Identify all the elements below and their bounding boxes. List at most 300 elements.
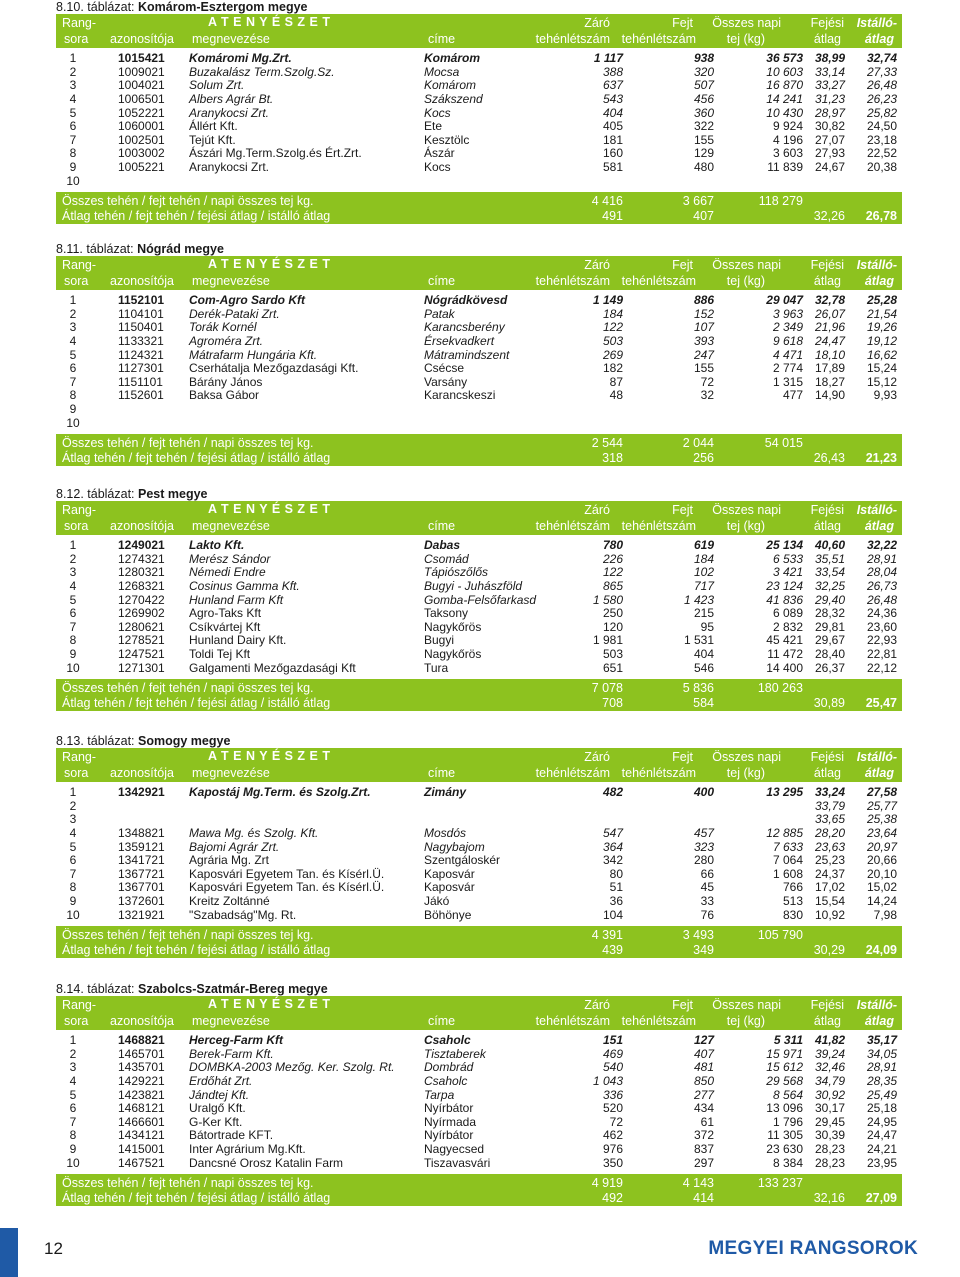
cell-ossz: 29 568 bbox=[766, 1073, 803, 1088]
cell-zaro: 865 bbox=[602, 578, 623, 593]
header-fejt-unit: tehénlétszám bbox=[621, 1014, 696, 1028]
cell-fej: 24,47 bbox=[814, 333, 845, 348]
table-row bbox=[56, 147, 902, 161]
cell-fej: 29,81 bbox=[814, 619, 845, 634]
avg-ist: 25,47 bbox=[865, 696, 897, 711]
cell-ossz: 12 885 bbox=[766, 825, 803, 840]
cell-zaro: 342 bbox=[602, 853, 623, 868]
cell-id: 1152101 bbox=[118, 293, 165, 307]
cell-name: Állért Kft. bbox=[189, 119, 238, 134]
cell-zaro: 151 bbox=[602, 1033, 623, 1047]
cell-fejt: 717 bbox=[693, 578, 714, 593]
cell-addr: Varsány bbox=[424, 374, 468, 389]
cell-rank: 2 bbox=[69, 64, 77, 79]
totals-label: Összes tehén / fejt tehén / napi összes tej kg. bbox=[62, 1176, 314, 1191]
cell-ist: 26,23 bbox=[866, 91, 897, 106]
cell-ist: 26,73 bbox=[866, 578, 897, 593]
cell-fejt: 1 423 bbox=[683, 592, 714, 607]
header-sora: sora bbox=[64, 766, 89, 780]
cell-zaro: 80 bbox=[609, 866, 623, 881]
cell-id: 1060001 bbox=[118, 119, 165, 134]
cell-rank: 6 bbox=[69, 119, 77, 134]
header-sora: sora bbox=[64, 519, 89, 533]
table-totals bbox=[56, 679, 902, 711]
county-table bbox=[56, 982, 902, 1206]
header-azon: azonosítója bbox=[110, 766, 174, 780]
header-enterprise: A T E N Y É S Z E T bbox=[208, 257, 331, 271]
cell-ossz: 5 311 bbox=[773, 1033, 803, 1047]
cell-rank: 5 bbox=[69, 839, 77, 854]
cell-rank: 2 bbox=[69, 798, 77, 813]
table-row bbox=[56, 93, 902, 107]
cell-fej: 27,93 bbox=[814, 146, 845, 161]
total-fejt: 5 836 bbox=[682, 681, 714, 696]
header-ossz-unit: tej (kg) bbox=[726, 519, 765, 533]
cell-zaro: 184 bbox=[602, 306, 623, 321]
cell-name: Erdőhát Zrt. bbox=[189, 1073, 253, 1088]
cell-fej: 40,60 bbox=[814, 538, 845, 552]
cell-name: Kaposvári Egyetem Tan. és Kísérl.Ü. bbox=[189, 880, 385, 895]
cell-rank: 9 bbox=[69, 160, 77, 175]
cell-ossz: 14 241 bbox=[766, 91, 803, 106]
cell-fejt: 107 bbox=[693, 320, 714, 335]
cell-ist: 14,24 bbox=[866, 894, 897, 909]
cell-name: Torák Kornél bbox=[189, 320, 257, 335]
header-fej: Fejési bbox=[810, 998, 844, 1012]
county-name: Szabolcs-Szatmár-Bereg megye bbox=[138, 982, 328, 996]
total-fejt: 3 667 bbox=[682, 194, 714, 209]
cell-name: Agro-Taks Kft bbox=[189, 606, 262, 621]
cell-ist: 34,05 bbox=[866, 1046, 897, 1061]
cell-ossz: 4 196 bbox=[772, 132, 803, 147]
header-azon: azonosítója bbox=[110, 519, 174, 533]
cell-zaro: 482 bbox=[602, 785, 623, 799]
cell-fej: 28,97 bbox=[814, 105, 845, 120]
cell-fejt: 127 bbox=[693, 1033, 714, 1047]
header-zaro: Záró bbox=[584, 998, 610, 1012]
cell-ist: 23,95 bbox=[866, 1155, 897, 1170]
cell-fej: 33,27 bbox=[814, 78, 845, 93]
cell-name: DOMBKA-2003 Mezőg. Ker. Szolg. Rt. bbox=[189, 1060, 395, 1075]
header-zaro: Záró bbox=[584, 750, 610, 764]
header-enterprise: A T E N Y É S Z E T bbox=[208, 749, 331, 763]
cell-name: Baksa Gábor bbox=[189, 388, 260, 403]
header-zaro: Záró bbox=[584, 503, 610, 517]
header-rang: Rang- bbox=[62, 503, 97, 517]
cell-ossz: 7 064 bbox=[772, 853, 803, 868]
cell-zaro: 1 117 bbox=[593, 51, 623, 65]
cell-rank: 1 bbox=[69, 51, 77, 65]
cell-name: Bárány János bbox=[189, 374, 263, 389]
table-row bbox=[56, 648, 902, 662]
cell-fej: 17,89 bbox=[814, 361, 845, 376]
cell-rank: 4 bbox=[69, 91, 77, 106]
cell-id: 1466601 bbox=[118, 1114, 165, 1129]
table-row bbox=[56, 662, 902, 676]
table-row bbox=[56, 1034, 902, 1048]
cell-addr: Komárom bbox=[424, 78, 477, 93]
table-body bbox=[56, 535, 902, 675]
cell-ist: 32,22 bbox=[866, 538, 897, 552]
cell-name: Agrária Mg. Zrt bbox=[189, 853, 270, 868]
cell-ossz: 2 349 bbox=[772, 320, 803, 335]
cell-rank: 1 bbox=[69, 293, 77, 307]
cell-fejt: 850 bbox=[693, 1073, 714, 1088]
header-fej-unit: átlag bbox=[813, 32, 841, 46]
cell-ossz: 766 bbox=[782, 880, 803, 895]
cell-fej: 27,07 bbox=[814, 132, 845, 147]
header-rang: Rang- bbox=[62, 998, 97, 1012]
cell-name: Uralgő Kft. bbox=[189, 1101, 246, 1116]
avg-ist: 24,09 bbox=[865, 943, 897, 958]
cell-name: Herceg-Farm Kft bbox=[189, 1033, 284, 1047]
cell-id: 1104101 bbox=[118, 306, 164, 321]
cell-ist: 27,58 bbox=[866, 785, 897, 799]
cell-fejt: 277 bbox=[693, 1087, 714, 1102]
cell-fejt: 66 bbox=[700, 866, 714, 881]
cell-ossz: 10 430 bbox=[766, 105, 803, 120]
cell-zaro: 181 bbox=[602, 132, 623, 147]
header-ist: Istálló- bbox=[856, 16, 897, 30]
cell-rank: 10 bbox=[66, 415, 80, 430]
header-fejt: Fejt bbox=[672, 750, 693, 764]
cell-fejt: 393 bbox=[693, 333, 714, 348]
cell-rank: 10 bbox=[66, 660, 80, 675]
cell-fejt: 152 bbox=[693, 306, 714, 321]
cell-addr: Kocs bbox=[424, 105, 451, 120]
cell-fej: 18,27 bbox=[814, 374, 845, 389]
header-ist: Istálló- bbox=[856, 503, 897, 517]
cell-ossz: 11 305 bbox=[767, 1128, 803, 1143]
header-ist: Istálló- bbox=[856, 998, 897, 1012]
cell-addr: Szentgáloskér bbox=[424, 853, 501, 868]
cell-zaro: 469 bbox=[602, 1046, 623, 1061]
cell-addr: Tiszavasvári bbox=[424, 1155, 491, 1170]
cell-ist: 24,21 bbox=[866, 1142, 897, 1157]
header-zaro: Záró bbox=[584, 258, 610, 272]
cell-ist: 25,38 bbox=[866, 812, 897, 827]
cell-ossz: 477 bbox=[782, 388, 803, 403]
cell-ossz: 10 603 bbox=[766, 64, 803, 79]
cell-zaro: 405 bbox=[602, 119, 623, 134]
cell-zaro: 122 bbox=[602, 320, 623, 335]
cell-id: 1003002 bbox=[118, 146, 165, 161]
cell-rank: 1 bbox=[69, 1033, 77, 1047]
header-rang: Rang- bbox=[62, 258, 97, 272]
header-ist-unit: átlag bbox=[864, 519, 894, 533]
header-fej: Fejési bbox=[810, 258, 844, 272]
averages-label: Átlag tehén / fejt tehén / fejési átlag / istálló átlag bbox=[62, 209, 331, 224]
cell-fej: 31,23 bbox=[814, 91, 845, 106]
cell-fejt: 184 bbox=[693, 551, 714, 566]
cell-fej: 30,39 bbox=[814, 1128, 845, 1143]
cell-addr: Tarpa bbox=[424, 1087, 455, 1102]
cell-fejt: 619 bbox=[693, 538, 714, 552]
cell-zaro: 404 bbox=[602, 105, 623, 120]
cell-fej: 30,17 bbox=[814, 1101, 845, 1116]
header-megn: megnevezése bbox=[192, 766, 270, 780]
cell-ist: 32,74 bbox=[866, 51, 897, 65]
header-ist-unit: átlag bbox=[864, 274, 894, 288]
cell-ossz: 3 603 bbox=[772, 146, 803, 161]
cell-name: Mawa Mg. és Szolg. Kft. bbox=[189, 825, 319, 840]
cell-fejt: 323 bbox=[693, 839, 714, 854]
cell-ist: 24,36 bbox=[866, 606, 897, 621]
header-ossz: Összes napi bbox=[712, 258, 781, 272]
cell-name: Albers Agrár Bt. bbox=[189, 91, 274, 106]
cell-addr: Gomba-Felsőfarkasd bbox=[424, 592, 537, 607]
table-row bbox=[56, 621, 902, 635]
cell-fejt: 407 bbox=[693, 1046, 714, 1061]
cell-rank: 1 bbox=[69, 538, 77, 552]
table-title bbox=[56, 0, 902, 14]
cell-name: Derék-Pataki Zrt. bbox=[189, 306, 280, 321]
cell-id: 1359121 bbox=[118, 839, 165, 854]
table-title bbox=[56, 487, 902, 501]
table-row bbox=[56, 1102, 902, 1116]
averages-label: Átlag tehén / fejt tehén / fejési átlag / istálló átlag bbox=[62, 451, 331, 466]
header-ossz-unit: tej (kg) bbox=[726, 274, 765, 288]
cell-ossz: 14 400 bbox=[766, 660, 803, 675]
cell-ist: 25,77 bbox=[866, 798, 897, 813]
cell-ossz: 2 832 bbox=[772, 619, 803, 634]
cell-id: 1423821 bbox=[118, 1087, 165, 1102]
cell-ist: 28,35 bbox=[866, 1073, 897, 1088]
cell-zaro: 269 bbox=[602, 347, 623, 362]
county-table bbox=[56, 242, 902, 466]
cell-id: 1280321 bbox=[118, 565, 165, 580]
table-row bbox=[56, 881, 902, 895]
cell-ist: 15,12 bbox=[866, 374, 897, 389]
cell-id: 1415001 bbox=[118, 1142, 165, 1157]
cell-fejt: 400 bbox=[693, 785, 714, 799]
cell-zaro: 976 bbox=[602, 1142, 623, 1157]
table-row bbox=[56, 1157, 902, 1171]
cell-ossz: 8 564 bbox=[772, 1087, 803, 1102]
table-row bbox=[56, 1116, 902, 1130]
cell-rank: 2 bbox=[69, 1046, 77, 1061]
table-totals bbox=[56, 434, 902, 466]
table-number: 8.13. táblázat: bbox=[56, 734, 139, 748]
cell-fej: 35,51 bbox=[814, 551, 845, 566]
cell-id: 1372601 bbox=[118, 894, 165, 909]
cell-id: 1268321 bbox=[118, 578, 165, 593]
table-row bbox=[56, 553, 902, 567]
cell-zaro: 520 bbox=[602, 1101, 623, 1116]
table-row bbox=[56, 800, 902, 814]
table-number: 8.12. táblázat: bbox=[56, 487, 139, 501]
cell-ist: 24,95 bbox=[866, 1114, 897, 1129]
table-row bbox=[56, 107, 902, 121]
table-row bbox=[56, 321, 902, 335]
cell-id: 1269902 bbox=[118, 606, 165, 621]
table-row bbox=[56, 1143, 902, 1157]
county-table bbox=[56, 0, 902, 224]
header-rang: Rang- bbox=[62, 16, 97, 30]
total-zaro: 2 544 bbox=[591, 436, 623, 451]
cell-rank: 4 bbox=[69, 1073, 77, 1088]
cell-ossz: 15 971 bbox=[766, 1046, 803, 1061]
total-fejt: 2 044 bbox=[682, 436, 714, 451]
cell-fejt: 297 bbox=[693, 1155, 714, 1170]
cell-name: Tejút Kft. bbox=[189, 132, 236, 147]
cell-addr: Szákszend bbox=[424, 91, 483, 106]
cell-rank: 2 bbox=[69, 551, 77, 566]
header-sora: sora bbox=[64, 1014, 89, 1028]
cell-rank: 8 bbox=[69, 633, 77, 648]
header-ossz-unit: tej (kg) bbox=[726, 1014, 765, 1028]
cell-rank: 5 bbox=[69, 1087, 77, 1102]
cell-ist: 28,91 bbox=[866, 1060, 897, 1075]
table-row bbox=[56, 66, 902, 80]
cell-id: 1004021 bbox=[118, 78, 165, 93]
header-enterprise: A T E N Y É S Z E T bbox=[208, 502, 331, 516]
cell-name: Inter Agrárium Mg.Kft. bbox=[189, 1142, 306, 1157]
table-header bbox=[56, 14, 902, 48]
cell-id: 1468821 bbox=[118, 1033, 165, 1047]
header-ist-unit: átlag bbox=[864, 1014, 894, 1028]
cell-ist: 23,60 bbox=[866, 619, 897, 634]
cell-fej: 41,82 bbox=[814, 1033, 845, 1047]
cell-id: 1342921 bbox=[118, 785, 165, 799]
avg-fejt: 407 bbox=[693, 209, 714, 224]
cell-ossz: 9 618 bbox=[772, 333, 803, 348]
cell-fejt: 938 bbox=[693, 51, 714, 65]
cell-rank: 5 bbox=[69, 105, 77, 120]
cell-addr: Bugyi - Juhászföld bbox=[424, 578, 523, 593]
header-cime: címe bbox=[428, 32, 456, 46]
cell-ist: 20,66 bbox=[866, 853, 897, 868]
page-number: 12 bbox=[44, 1239, 63, 1258]
cell-rank: 6 bbox=[69, 853, 77, 868]
header-megn: megnevezése bbox=[192, 519, 270, 533]
cell-fej: 24,67 bbox=[814, 160, 845, 175]
total-ossz: 54 015 bbox=[764, 436, 803, 451]
cell-fejt: 95 bbox=[700, 619, 714, 634]
cell-rank: 8 bbox=[69, 388, 77, 403]
cell-addr: Dombrád bbox=[424, 1060, 474, 1075]
table-row bbox=[56, 634, 902, 648]
header-fej: Fejési bbox=[810, 503, 844, 517]
table-row bbox=[56, 854, 902, 868]
cell-zaro: 540 bbox=[602, 1060, 623, 1075]
cell-rank: 7 bbox=[69, 374, 77, 389]
cell-ist: 23,18 bbox=[866, 132, 897, 147]
cell-rank: 7 bbox=[69, 132, 77, 147]
cell-fejt: 481 bbox=[693, 1060, 714, 1075]
cell-zaro: 226 bbox=[602, 551, 623, 566]
cell-fej: 10,92 bbox=[814, 907, 845, 922]
header-fej: Fejési bbox=[810, 750, 844, 764]
county-table bbox=[56, 487, 902, 711]
avg-fej: 30,89 bbox=[813, 696, 845, 711]
table-row bbox=[56, 335, 902, 349]
cell-zaro: 503 bbox=[602, 647, 623, 662]
table-row bbox=[56, 389, 902, 403]
header-ossz: Összes napi bbox=[712, 503, 781, 517]
table-title bbox=[56, 734, 902, 748]
cell-id: 1465701 bbox=[118, 1046, 165, 1061]
cell-id: 1341721 bbox=[118, 853, 165, 868]
cell-ossz: 13 295 bbox=[766, 785, 803, 799]
cell-fej: 39,24 bbox=[814, 1046, 845, 1061]
table-row bbox=[56, 294, 902, 308]
cell-rank: 3 bbox=[69, 78, 77, 93]
cell-fej: 34,79 bbox=[814, 1073, 845, 1088]
header-rang: Rang- bbox=[62, 750, 97, 764]
cell-name: G-Ker Kft. bbox=[189, 1114, 243, 1129]
table-row bbox=[56, 417, 902, 431]
cell-fej: 38,99 bbox=[814, 51, 845, 65]
table-number: 8.10. táblázat: bbox=[56, 0, 139, 14]
cell-ist: 20,38 bbox=[866, 160, 897, 175]
cell-name: Aranykocsi Zrt. bbox=[189, 160, 270, 175]
cell-fejt: 457 bbox=[693, 825, 714, 840]
table-totals bbox=[56, 926, 902, 958]
cell-rank: 4 bbox=[69, 333, 77, 348]
header-fej-unit: átlag bbox=[813, 1014, 841, 1028]
cell-fejt: 322 bbox=[693, 119, 714, 134]
cell-name: Aranykocsi Zrt. bbox=[189, 105, 270, 120]
cell-name: Toldi Tej Kft bbox=[189, 647, 251, 662]
cell-fejt: 372 bbox=[693, 1128, 714, 1143]
cell-id: 1127301 bbox=[118, 361, 164, 376]
cell-rank: 5 bbox=[69, 592, 77, 607]
header-ossz: Összes napi bbox=[712, 16, 781, 30]
header-zaro-unit: tehénlétszám bbox=[535, 274, 610, 288]
cell-addr: Taksony bbox=[424, 606, 469, 621]
cell-name: Solum Zrt. bbox=[189, 78, 245, 93]
cell-rank: 7 bbox=[69, 1114, 77, 1129]
cell-name: Galgamenti Mezőgazdasági Kft bbox=[189, 660, 356, 675]
header-enterprise: A T E N Y É S Z E T bbox=[208, 997, 331, 1011]
cell-addr: Tápiószőlős bbox=[424, 565, 489, 580]
cell-fej: 26,37 bbox=[814, 660, 845, 675]
cell-rank: 9 bbox=[69, 894, 77, 909]
cell-name: Jándtej Kft. bbox=[189, 1087, 250, 1102]
cell-addr: Csécse bbox=[424, 361, 465, 376]
cell-addr: Mosdós bbox=[424, 825, 467, 840]
cell-fejt: 404 bbox=[693, 647, 714, 662]
header-fej-unit: átlag bbox=[813, 519, 841, 533]
cell-ossz: 11 839 bbox=[767, 160, 803, 175]
page-spine bbox=[0, 1228, 18, 1277]
cell-rank: 7 bbox=[69, 619, 77, 634]
header-cime: címe bbox=[428, 519, 456, 533]
header-megn: megnevezése bbox=[192, 32, 270, 46]
cell-name: Cosinus Gamma Kft. bbox=[189, 578, 300, 593]
table-row bbox=[56, 403, 902, 417]
cell-rank: 3 bbox=[69, 565, 77, 580]
header-azon: azonosítója bbox=[110, 274, 174, 288]
avg-zaro: 491 bbox=[602, 209, 623, 224]
header-fej-unit: átlag bbox=[813, 766, 841, 780]
cell-addr: Nagyecsed bbox=[424, 1142, 485, 1157]
cell-ist: 35,17 bbox=[866, 1033, 897, 1047]
cell-ist: 22,52 bbox=[866, 146, 897, 161]
cell-ossz: 23 124 bbox=[766, 578, 803, 593]
cell-ossz: 16 870 bbox=[766, 78, 803, 93]
totals-label: Összes tehén / fejt tehén / napi összes tej kg. bbox=[62, 436, 314, 451]
cell-addr: Kaposvár bbox=[424, 866, 475, 881]
total-ossz: 118 279 bbox=[758, 194, 803, 209]
cell-ist: 15,02 bbox=[866, 880, 897, 895]
cell-fejt: 32 bbox=[700, 388, 714, 403]
cell-id: 1005221 bbox=[118, 160, 165, 175]
avg-ist: 26,78 bbox=[865, 209, 897, 224]
table-totals bbox=[56, 192, 902, 224]
cell-id: 1271301 bbox=[118, 660, 165, 675]
